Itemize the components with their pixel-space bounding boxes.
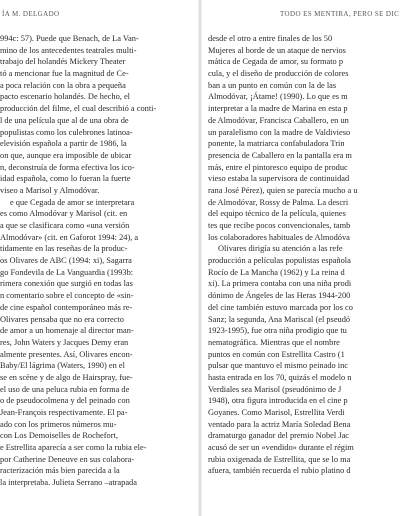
text-line: rimera conexión que surgió en todas las [0, 279, 133, 289]
text-line: viseo a Marisol y Almodóvar. [0, 185, 100, 195]
text-line: pacto escenario holandés. De hecho, el [0, 92, 130, 102]
right-page [202, 0, 400, 516]
left-page [0, 0, 198, 516]
text-line: res, John Waters y Jacques Demy eran [0, 337, 129, 347]
text-line: Rocío de La Mancha (1962) y La reina d [208, 267, 345, 277]
text-line: Baby/El lágrima (Waters, 1990) en el [0, 361, 125, 371]
text-line: idad española, como lo fueran la fuerte [0, 174, 131, 184]
text-line: 1923-1995), fue otra niña prodigio que tu [208, 326, 347, 336]
right-page-text [208, 33, 400, 477]
text-line: racterización más bien parecida a la [0, 466, 120, 476]
text-line: xi). La primera contaba con una niña prodi [208, 279, 352, 289]
text-line: tidamente en las reseñas de la produc- [0, 244, 128, 254]
text-line: se en scène y de algo de Hairspray, fue- [0, 372, 133, 382]
text-line: Olivares dirigía su atención a las refe [218, 244, 343, 254]
text-line: producción a películas populistas española [208, 256, 351, 266]
text-line: mino de los antecedentes teatrales multi- [0, 45, 137, 55]
text-line: Mujeres al borde de un ataque de nervios [208, 45, 346, 55]
text-line: Almodóvar, ¡Átame! (1990). Lo que es m [208, 92, 348, 102]
text-line: presencia de Caballero en la pantalla era m [208, 150, 352, 160]
text-line: Almodóvar» (cit. en Gaforot 1994: 24), a [0, 232, 139, 242]
text-line: nematográfica. Mientras que el nombre [208, 337, 340, 347]
text-line: Olivares pensaba que no era correcto [0, 314, 124, 324]
text-line: n comentario sobre el concepto de «sin- [0, 291, 134, 301]
text-line: a que se clasificara como «una versión [0, 221, 130, 230]
text-line: hasta entrada en los 70, quizás el modelo n [208, 372, 352, 382]
text-line: afuera, también recuerda el rubio platino d [208, 466, 351, 476]
text-line: n, deconstruía de forma efectiva los ico- [0, 162, 135, 172]
text-line: Goyanes. Como Marisol, Estrellita Verdi [208, 408, 345, 417]
running-head-left: ÍA M. DELGADO [2, 10, 60, 18]
text-line: ban a un punto en común con la de las [208, 80, 337, 90]
text-line: os Olivares de ABC (1994: xi), Sagarra [0, 256, 132, 266]
text-line: e Estrellita aparecía a ser como la rubia ele- [0, 443, 147, 453]
text-line: de Almodóvar, Rossy de Palma. La descri [208, 197, 349, 207]
text-line: el uso de una peluca rubia en forma de [0, 384, 130, 394]
text-line: mática de Cegada de amor, su formato p [208, 57, 344, 67]
text-line: un paralelismo con la madre de Valdivieso [208, 127, 351, 137]
text-line: ponente, la matriarca confabuladora Trin [208, 139, 345, 149]
text-line: 1948), otra figura introducida en el cine p [208, 396, 348, 406]
text-line: dónimo de Ángeles de las Heras 1944-200 [208, 291, 351, 301]
text-line: cula, y el diseño de producción de colores [208, 69, 349, 79]
text-line: rubia oxigenada de Estrellita, que se lo ma [208, 454, 351, 464]
text-line: por Catherine Deneuve en sus colabora- [0, 454, 135, 464]
text-line: de amor a un homenaje al director man- [0, 326, 134, 336]
text-line: a poca relación con la obra a pequeña [0, 80, 126, 90]
text-line: populistas como los culebrones latinoa- [0, 127, 133, 137]
text-line: es como Almodóvar y Marisol (cit. en [0, 209, 128, 219]
text-line: de Almodóvar, Francisca Caballero, en un [208, 115, 349, 125]
text-line: tó a mencionar fue la magnitud de Ce- [0, 69, 129, 79]
text-line: desde el otro a entre finales de los 50 [208, 34, 333, 43]
text-line: trabajo del holandés Mickery Theater [0, 57, 126, 67]
text-line: la interpretaba. Julieta Serrano –atrapada [0, 478, 137, 488]
text-line: acusó de ser un «vendido» durante el régim [208, 443, 354, 453]
text-line: go Fondevila de La Vanguardia (1993b: [0, 267, 134, 277]
running-head-right: TODO ES MENTIRA, PERO SE DIC [280, 10, 400, 18]
text-line: interpretar a la madre de Marina en esta p [208, 104, 348, 114]
text-line: producción del filme, el cual describió a conti- [0, 104, 157, 114]
text-line: pulsar que mantuvo el mismo peinado inc [208, 361, 349, 371]
text-line: almente presentes. Así, Olivares encon- [0, 349, 133, 359]
text-line: on que, aunque era imposible de ubicar [0, 150, 132, 160]
text-line: tes que recibe pocos convencionales, tamb [208, 221, 351, 230]
text-line: del equipo técnico de la película, quienes [208, 209, 346, 219]
text-line: más, entre el pintoresco equipo de produc [208, 162, 348, 172]
text-line: o de pseudocolmena y del peinado con [0, 396, 130, 406]
text-line: vieso estaba la supervisora de continuidad [208, 174, 350, 184]
text-line: elevisión española a partir de 1986, la [0, 139, 127, 149]
text-line: Verdiales sea Marisol (pseudónimo de J [208, 384, 342, 394]
text-line: Sanz; la segunda, Ana Mariscal (el pseudó [208, 314, 351, 324]
text-line: 994c: 57). Puede que Benach, de La Van- [0, 34, 139, 43]
text-line: dramaturgo ganador del premio Nobel Jac [208, 431, 350, 441]
text-line: ventado para la actriz María Soledad Bena [208, 419, 351, 429]
text-line: del cine también estuvo marcada por los co [208, 302, 353, 312]
text-line: Jean-François respectivamente. El pa- [0, 408, 128, 417]
left-page-text [0, 33, 190, 489]
text-line: los colaboradores habituales de Almodóva [208, 232, 350, 242]
text-line: de cine español contemporáneo más re- [0, 302, 133, 312]
text-line: rana José Pérez), quien se parecía mucho a u [208, 185, 358, 195]
text-line: e que Cegada de amor se interpretara [10, 197, 135, 207]
text-line: l de una película que al de una obra de [0, 115, 129, 125]
text-line: puntos en común con Estrellita Castro (1 [208, 349, 345, 359]
text-line: con Los Demoiselles de Rochefort, [0, 431, 118, 441]
text-line: ado con los primeros números mu- [0, 419, 117, 429]
